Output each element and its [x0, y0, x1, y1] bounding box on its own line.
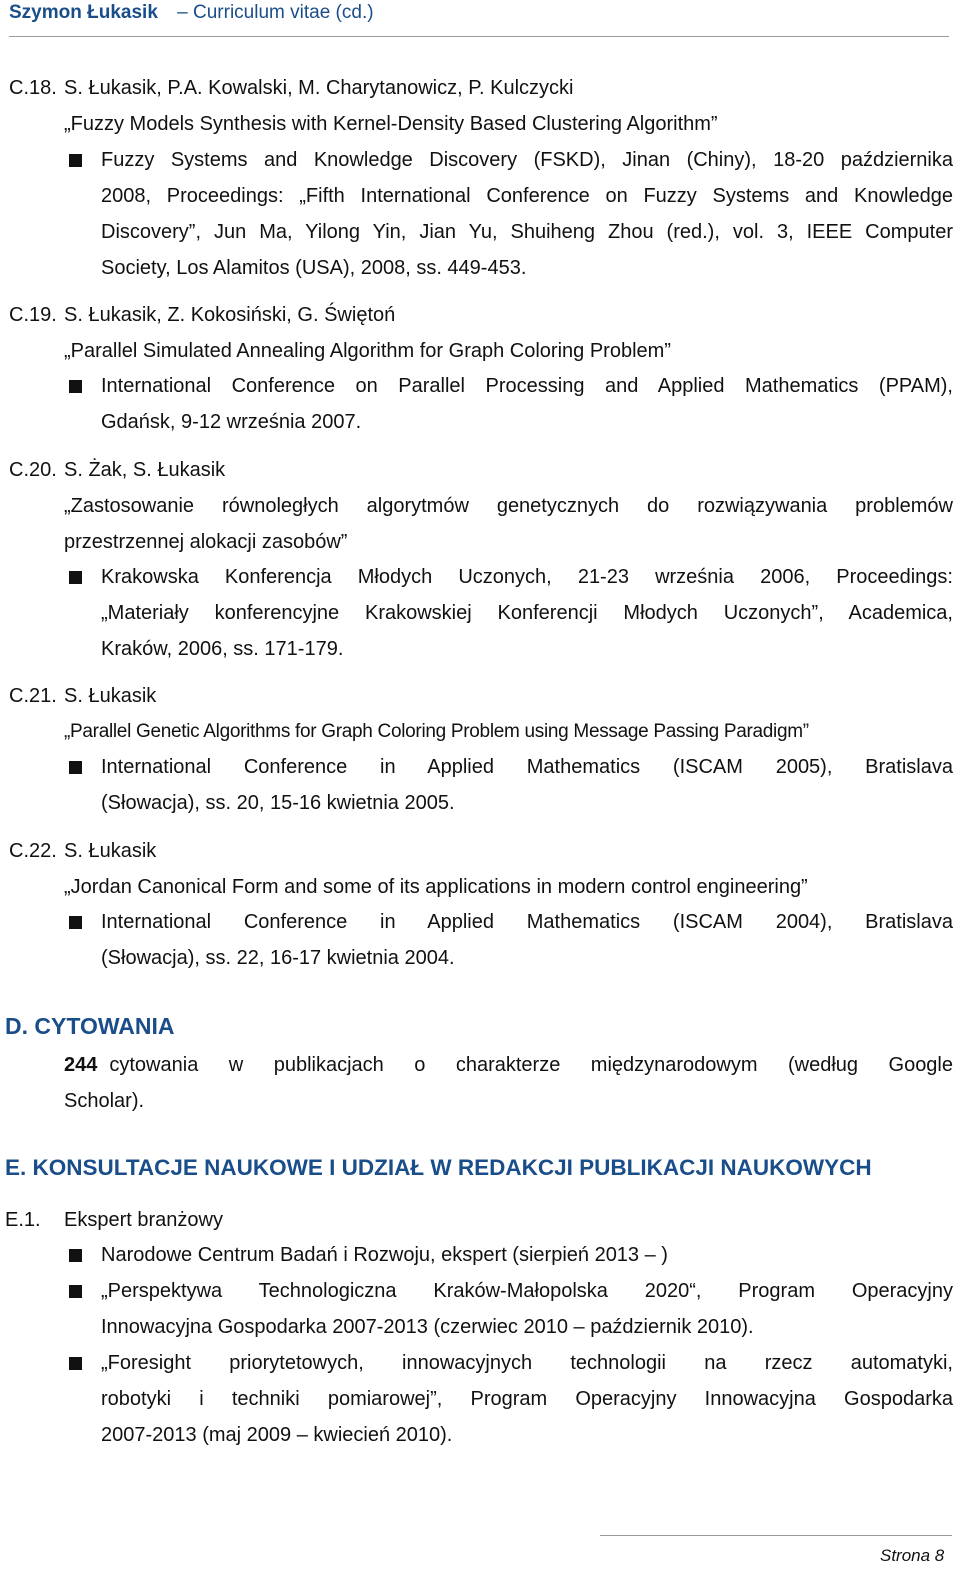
item-title: Ekspert branżowy — [64, 1209, 223, 1231]
footer-divider — [600, 1535, 952, 1536]
bullet-text: „Perspektywa Technologiczna Kraków-Małopolska 2020“, Program Operacyjny — [101, 1280, 953, 1302]
bullet-icon — [69, 380, 82, 393]
citation-count: 244 — [64, 1054, 98, 1076]
entry-venue-line: 2008, Proceedings: „Fifth International Conference on Fuzzy Systems and Knowledge — [101, 185, 953, 207]
page-header — [9, 0, 949, 37]
entry-title: „Parallel Simulated Annealing Algorithm for Graph Coloring Problem” — [64, 340, 671, 362]
page-number: Strona 8 — [880, 1546, 945, 1565]
entry-title: „Fuzzy Models Synthesis with Kernel-Density Based Clustering Algorithm” — [64, 113, 718, 135]
entry-venue-line: Kraków, 2006, ss. 171-179. — [101, 638, 344, 660]
entry-venue-line: Gdańsk, 9-12 września 2007. — [101, 411, 362, 433]
entry-number: C.22. — [9, 840, 57, 862]
entry-authors: S. Łukasik, P.A. Kowalski, M. Charytanowicz, P. Kulczycki — [64, 77, 574, 99]
citations-text: cytowania w publikacjach o charakterze międzynarodowym (według Google — [109, 1054, 953, 1076]
entry-venue-line: Discovery”, Jun Ma, Yilong Yin, Jian Yu, Shuiheng Zhou (red.), vol. 3, IEEE Computer — [101, 221, 953, 243]
bullet-icon — [69, 916, 82, 929]
citations-line — [64, 1052, 953, 1078]
entry-authors: S. Łukasik, Z. Kokosiński, G. Świętoń — [64, 304, 396, 326]
entry-title: „Zastosowanie równoległych algorytmów genetycznych do rozwiązywania problemów — [64, 495, 953, 517]
bullet-text: Narodowe Centrum Badań i Rozwoju, ekspert (sierpień 2013 – ) — [101, 1244, 668, 1266]
entry-venue-line: „Materiały konferencyjne Krakowskiej Konferencji Młodych Uczonych”, Academica, — [101, 602, 953, 624]
entry-title: „Parallel Genetic Algorithms for Graph Coloring Problem using Message Passing Paradigm” — [64, 721, 809, 742]
entry-venue-line: Krakowska Konferencja Młodych Uczonych, 21-23 września 2006, Proceedings: — [101, 566, 953, 588]
header-subtitle: – Curriculum vitae (cd.) — [177, 2, 374, 23]
section-heading: E. KONSULTACJE NAUKOWE I UDZIAŁ W REDAKCJI PUBLIKACJI NAUKOWYCH — [5, 1155, 872, 1180]
entry-venue-line: Fuzzy Systems and Knowledge Discovery (FSKD), Jinan (Chiny), 18-20 października — [101, 149, 953, 171]
bullet-text: Innowacyjna Gospodarka 2007-2013 (czerwiec 2010 – październik 2010). — [101, 1316, 754, 1338]
entry-authors: S. Łukasik — [64, 840, 157, 862]
bullet-text: 2007-2013 (maj 2009 – kwiecień 2010). — [101, 1424, 453, 1446]
entry-venue-line: International Conference in Applied Mathematics (ISCAM 2004), Bratislava — [101, 911, 953, 933]
citations-text: Scholar). — [64, 1090, 145, 1112]
bullet-icon — [69, 571, 82, 584]
bullet-icon — [69, 1249, 82, 1262]
entry-venue-line: International Conference in Applied Mathematics (ISCAM 2005), Bratislava — [101, 756, 953, 778]
bullet-icon — [69, 154, 82, 167]
entry-title: przestrzennej alokacji zasobów” — [64, 531, 348, 553]
entry-number: C.19. — [9, 304, 57, 326]
bullet-text: robotyki i techniki pomiarowej”, Program Operacyjny Innowacyjna Gospodarka — [101, 1388, 953, 1410]
entry-number: E.1. — [5, 1209, 41, 1231]
entry-number: C.21. — [9, 685, 57, 707]
entry-number: C.18. — [9, 77, 57, 99]
entry-authors: S. Łukasik — [64, 685, 157, 707]
bullet-text: „Foresight priorytetowych, innowacyjnych technologii na rzecz automatyki, — [101, 1352, 953, 1374]
author-name: Szymon Łukasik — [9, 2, 158, 23]
entry-number: C.20. — [9, 459, 57, 481]
entry-venue-line: (Słowacja), ss. 22, 16-17 kwietnia 2004. — [101, 947, 455, 969]
section-heading: D. CYTOWANIA — [5, 1013, 175, 1039]
entry-venue-line: Society, Los Alamitos (USA), 2008, ss. 449-453. — [101, 257, 527, 279]
bullet-icon — [69, 761, 82, 774]
entry-authors: S. Żak, S. Łukasik — [64, 459, 226, 481]
bullet-icon — [69, 1285, 82, 1298]
entry-venue-line: (Słowacja), ss. 20, 15-16 kwietnia 2005. — [101, 792, 455, 814]
bullet-icon — [69, 1357, 82, 1370]
entry-title: „Jordan Canonical Form and some of its applications in modern control engineering” — [64, 876, 808, 898]
entry-venue-line: International Conference on Parallel Processing and Applied Mathematics (PPAM), — [101, 375, 953, 397]
